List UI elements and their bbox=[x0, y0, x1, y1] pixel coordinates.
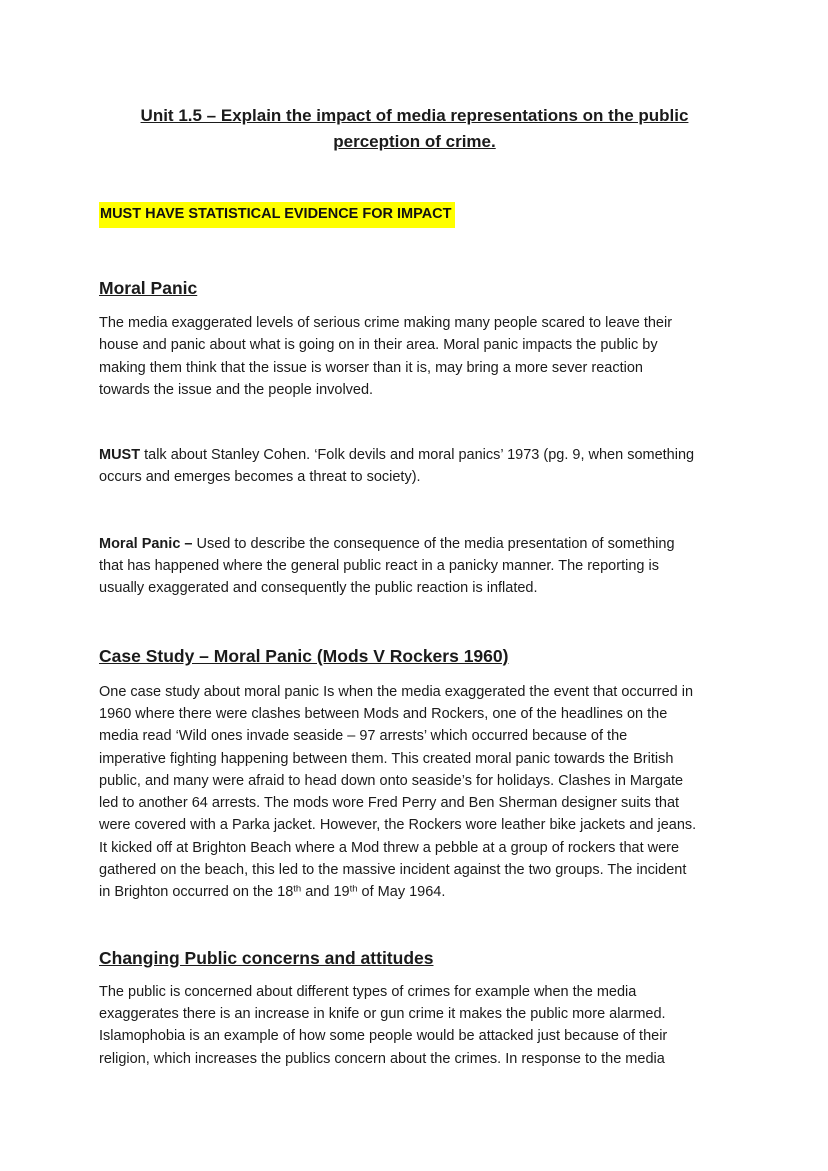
heading-case-study: Case Study – Moral Panic (Mods V Rockers 1960) bbox=[99, 645, 509, 666]
text-line: religion, which increases the publics concern about the crimes. In response to the media bbox=[99, 1050, 665, 1067]
heading-moral-panic: Moral Panic bbox=[99, 278, 198, 298]
page-title bbox=[99, 103, 730, 155]
text-line-with-superscript bbox=[99, 881, 730, 903]
ordinal-superscript: th bbox=[349, 883, 358, 895]
heading-changing-public-concerns: Changing Public concerns and attitudes bbox=[99, 947, 434, 968]
page-title-line-1: Unit 1.5 – Explain the impact of media representations on the public bbox=[140, 106, 689, 125]
bold-lead-must: MUST bbox=[99, 447, 141, 464]
text-line: exaggerates there is an increase in knife or gun crime it makes the public more alarmed. bbox=[99, 1005, 666, 1022]
text-line: Islamophobia is an example of how some people would be attacked just because of their bbox=[99, 1028, 668, 1045]
text-line: were covered with a Parka jacket. However, the Rockers wore leather bike jackets and jeans. bbox=[99, 817, 697, 834]
text-line: making them think that the issue is worser than it is, may bring a more sever reaction bbox=[99, 359, 643, 376]
paragraph-moral-panic-definition bbox=[99, 533, 730, 600]
text-line bbox=[99, 444, 730, 466]
paragraph-public-concerns bbox=[99, 981, 730, 1070]
text-line: It kicked off at Brighton Beach where a Mod threw a pebble at a group of rockers that were bbox=[99, 839, 680, 856]
text-segment: of May 1964. bbox=[357, 884, 446, 901]
text-line: The public is concerned about different types of crimes for example when the media bbox=[99, 983, 637, 1000]
text-line: that has happened where the general public react in a panicky manner. The reporting is bbox=[99, 558, 659, 575]
text-line: The media exaggerated levels of serious crime making many people scared to leave their bbox=[99, 315, 673, 331]
highlighted-note: MUST HAVE STATISTICAL EVIDENCE FOR IMPACT bbox=[99, 202, 455, 228]
ordinal-superscript: th bbox=[293, 883, 302, 895]
paragraph-stanley-cohen bbox=[99, 444, 730, 489]
text-line: house and panic about what is going on in their area. Moral panic impacts the public by bbox=[99, 337, 658, 354]
paragraph-case-study bbox=[99, 681, 730, 904]
text-line: occurs and emerges becomes a threat to society). bbox=[99, 469, 421, 486]
bold-lead-moral-panic: Moral Panic – bbox=[99, 535, 197, 552]
text-line: public, and many were afraid to head down onto seaside’s for holidays. Clashes in Margate bbox=[99, 772, 684, 789]
text-line: led to another 64 arrests. The mods wore Fred Perry and Ben Sherman designer suits that bbox=[99, 795, 680, 812]
text-line: gathered on the beach, this led to the massive incident against the two groups. The incident bbox=[99, 862, 687, 879]
text-segment: and 19 bbox=[301, 884, 350, 901]
notice-paragraph bbox=[99, 202, 730, 228]
text-line: imperative fighting happening between them. This created moral panic towards the British bbox=[99, 750, 674, 767]
text-line bbox=[99, 533, 730, 555]
text-line: 1960 where there were clashes between Mods and Rockers, one of the headlines on the bbox=[99, 705, 668, 722]
text-line: towards the issue and the people involved. bbox=[99, 381, 374, 398]
text-segment: in Brighton occurred on the 18 bbox=[99, 884, 294, 901]
text-segment: talk about Stanley Cohen. ‘Folk devils and moral panics’ 1973 (pg. 9, when something bbox=[140, 447, 695, 464]
text-line: media read ‘Wild ones invade seaside – 97 arrests’ which occurred because of the bbox=[99, 728, 628, 745]
paragraph-moral-panic-intro bbox=[99, 312, 730, 401]
text-line: One case study about moral panic Is when the media exaggerated the event that occurred in bbox=[99, 683, 694, 700]
text-line: usually exaggerated and consequently the public reaction is inflated. bbox=[99, 580, 538, 597]
text-segment: Used to describe the consequence of the media presentation of something bbox=[196, 535, 675, 552]
page-title-line-2: perception of crime. bbox=[333, 132, 496, 151]
